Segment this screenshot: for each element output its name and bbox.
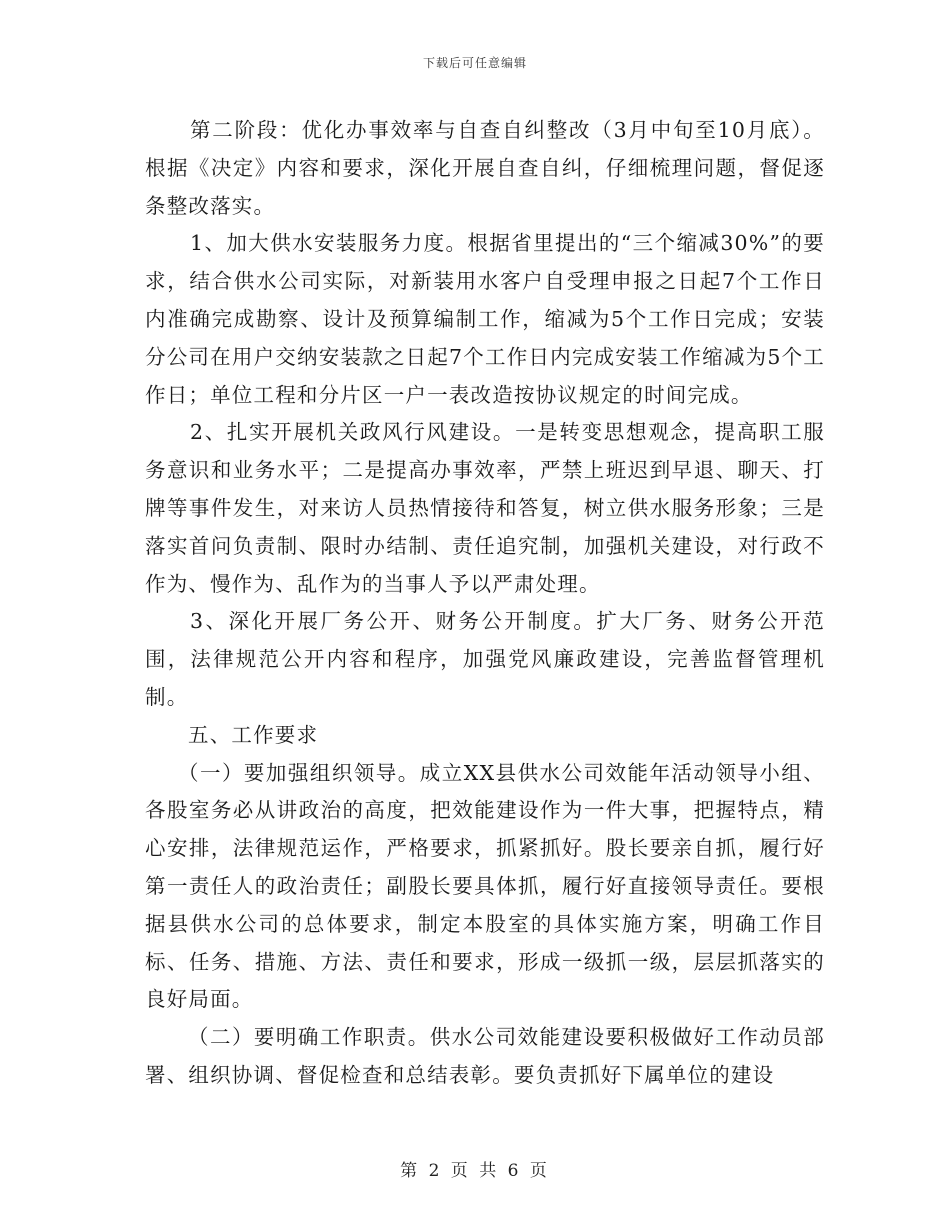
document-body bbox=[145, 112, 825, 1095]
section-heading-work-requirements: 五、工作要求 bbox=[188, 722, 319, 747]
paragraph-item-3: 3、深化开展厂务公开、财务公开制度。扩大厂务、财务公开范围，法律规范公开内容和程序，加强党风廉政建设，完善监督管理机制。 bbox=[145, 609, 825, 709]
paragraph-item-1: 1、加大供水安装服务力度。根据省里提出的“三个缩减30%”的要求，结合供水公司实际，对新装用水客户自受理申报之日起7个工作日内准确完成勘察、设计及预算编制工作，缩减为5个工作日完成；安装分公司在用户交纳安装款之日起7个工作日内完成安装工作缩减为5个工作日；单位工程和分片区一户一表改造按协议规定的时间完成。 bbox=[145, 231, 825, 407]
paragraph-stage-two: 第二阶段：优化办事效率与自查自纠整改（3月中旬至10月底）。根据《决定》内容和要求，深化开展自查自纠，仔细梳理问题，督促逐条整改落实。 bbox=[145, 118, 825, 218]
page-footer: 第 2 页 共 6 页 bbox=[400, 1161, 550, 1181]
page-header: 下载后可任意编辑 bbox=[422, 56, 527, 70]
paragraph-requirement-1: （一）要加强组织领导。成立XX县供水公司效能年活动领导小组、各股室务必从讲政治的高度，把效能建设作为一件大事，把握特点，精心安排，法律规范运作，严格要求，抓紧抓好。股长要亲自抓，履行好第一责任人的政治责任；副股长要具体抓，履行好直接领导责任。要根据县供水公司的总体要求，制定本股室的具体实施方案，明确工作目标、任务、措施、方法、责任和要求，形成一级抓一级，层层抓落实的良好局面。 bbox=[145, 760, 825, 1012]
paragraph-requirement-2: （二）要明确工作职责。供水公司效能建设要积极做好工作动员部署、组织协调、督促检查和总结表彰。要负责抓好下属单位的建设 bbox=[145, 1025, 825, 1087]
paragraph-item-2: 2、扎实开展机关政风行风建设。一是转变思想观念，提高职工服务意识和业务水平；二是提高办事效率，严禁上班迟到早退、聊天、打牌等事件发生，对来访人员热情接待和答复，树立供水服务形象；三是落实首问负责制、限时办结制、责任追究制，加强机关建设，对行政不作为、慢作为、乱作为的当事人予以严肃处理。 bbox=[145, 420, 825, 596]
